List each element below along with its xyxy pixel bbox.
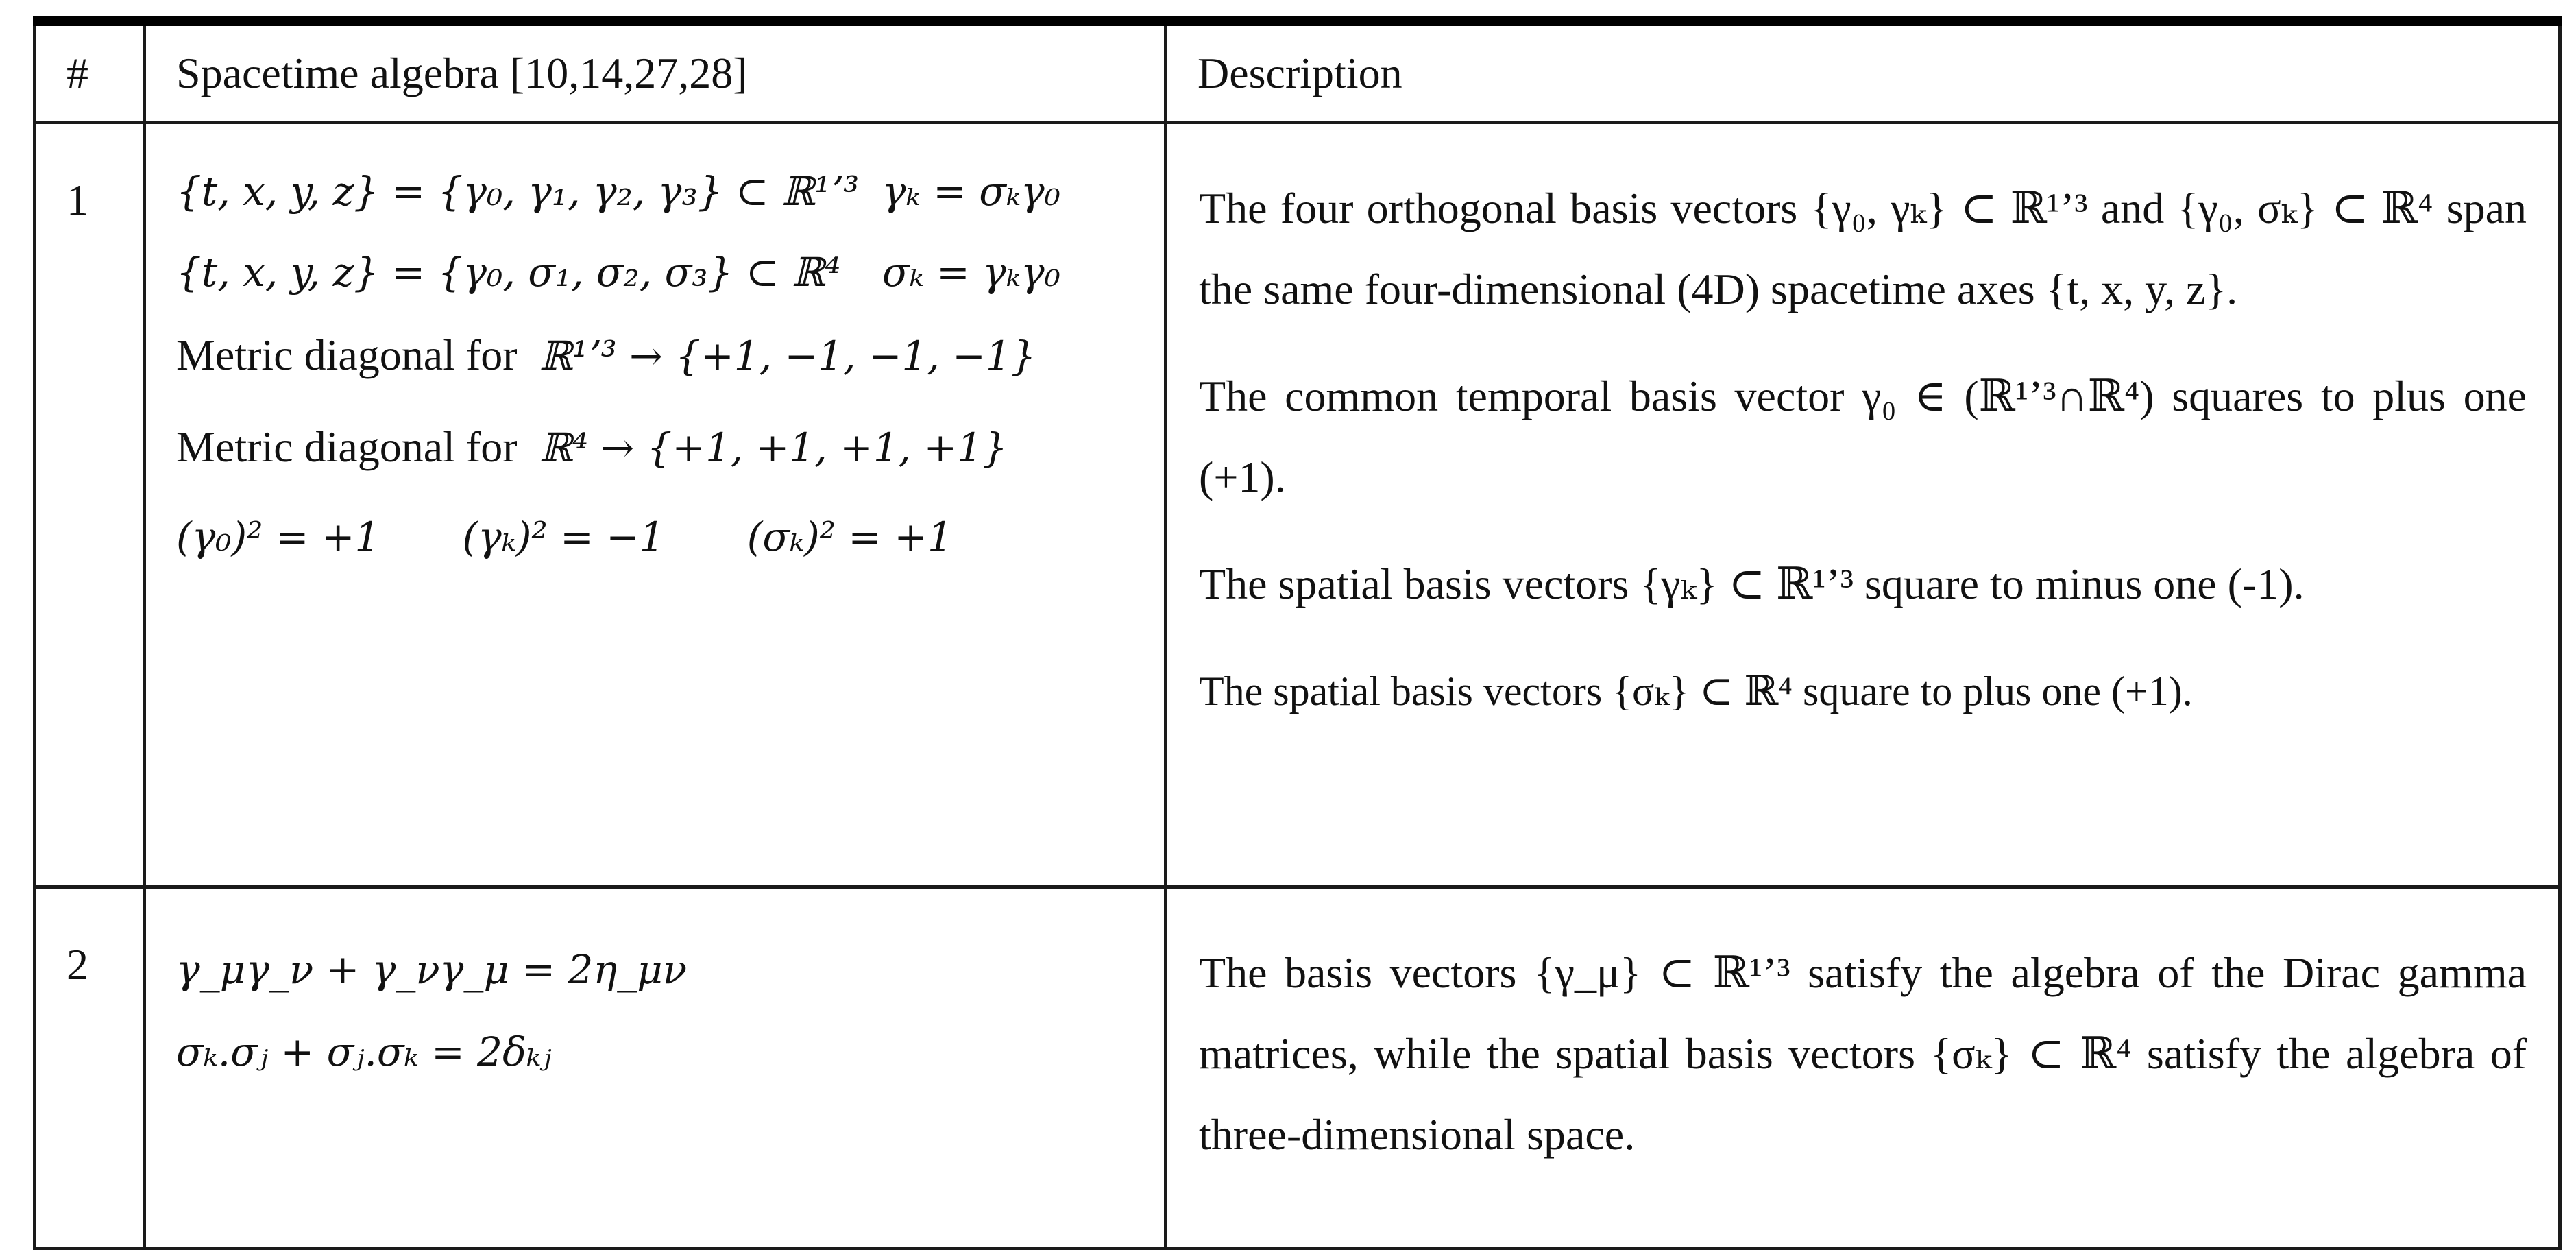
metric-label: Metric diagonal for: [176, 422, 518, 471]
header-spacetime-algebra: Spacetime algebra [10,14,27,28]: [145, 21, 1166, 123]
description-paragraph: The four orthogonal basis vectors {γ₀, γₖ} ⊂ ℝ¹ʼ³ and {γ₀, σₖ} ⊂ ℝ⁴ span the same four-dimensional (4D) spacetime axes {t, x, y, z}.: [1199, 184, 2527, 313]
squares-line: [176, 514, 1164, 571]
algebra-cell: [145, 123, 1166, 887]
algebra-cell: [145, 887, 1166, 1249]
metric-line-r4: [176, 422, 1164, 479]
header-row: [35, 21, 2560, 123]
equation-pauli-anticommutator: σₖ.σⱼ + σⱼ.σₖ = 2δₖⱼ: [176, 1029, 552, 1075]
row-number: 1: [35, 123, 145, 887]
row-number: 2: [35, 887, 145, 1249]
metric-value: ℝ⁴ → {+1, +1, +1, +1}: [539, 424, 1008, 471]
equation-basis-r4: {t, x, y, z} = {γ₀, σ₁, σ₂, σ₃} ⊂ ℝ⁴: [176, 249, 841, 296]
metric-value: ℝ¹ʼ³ → {+1, −1, −1, −1}: [539, 333, 1036, 379]
description-paragraph: The basis vectors {γ_μ} ⊂ ℝ¹ʼ³ satisfy the algebra of the Dirac gamma matrices, while the spatial basis vectors {σₖ} ⊂ ℝ⁴ satisfy the algebra of three-dimensional space.: [1199, 948, 2527, 1159]
equation-basis-r13: {t, x, y, z} = {γ₀, γ₁, γ₂, γ₃} ⊂ ℝ¹ʼ³: [176, 168, 860, 215]
metric-line-r13: [176, 330, 1164, 387]
spacetime-algebra-table: [33, 16, 2562, 1250]
equation-line: [176, 249, 1164, 307]
equation-gamma-relation: γₖ = σₖγ₀: [882, 168, 1060, 215]
header-number: #: [35, 21, 145, 123]
equation-dirac-anticommutator: γ_μγ_ν + γ_νγ_μ = 2η_μν: [176, 946, 688, 993]
square-gamma0: (γ₀)² = +1: [176, 514, 380, 560]
table-row: [35, 123, 2560, 887]
table-row: [35, 887, 2560, 1249]
description-paragraph: The spatial basis vectors {σₖ} ⊂ ℝ⁴ square to plus one (+1).: [1199, 669, 2193, 714]
square-gammak: (γₖ)² = −1: [462, 514, 665, 560]
equation-line: [176, 168, 1164, 226]
metric-label: Metric diagonal for: [176, 330, 518, 379]
square-sigmak: (σₖ)² = +1: [746, 514, 953, 560]
description-cell: [1166, 123, 2560, 887]
description-cell: [1166, 887, 2560, 1249]
description-paragraph: The common temporal basis vector γ₀ ∈ (ℝ¹ʼ³∩ℝ⁴) squares to plus one (+1).: [1199, 372, 2527, 501]
header-description: Description: [1166, 21, 2560, 123]
description-paragraph: The spatial basis vectors {γₖ} ⊂ ℝ¹ʼ³ square to minus one (-1).: [1199, 560, 2305, 608]
equation-sigma-relation: σₖ = γₖγ₀: [882, 249, 1060, 296]
